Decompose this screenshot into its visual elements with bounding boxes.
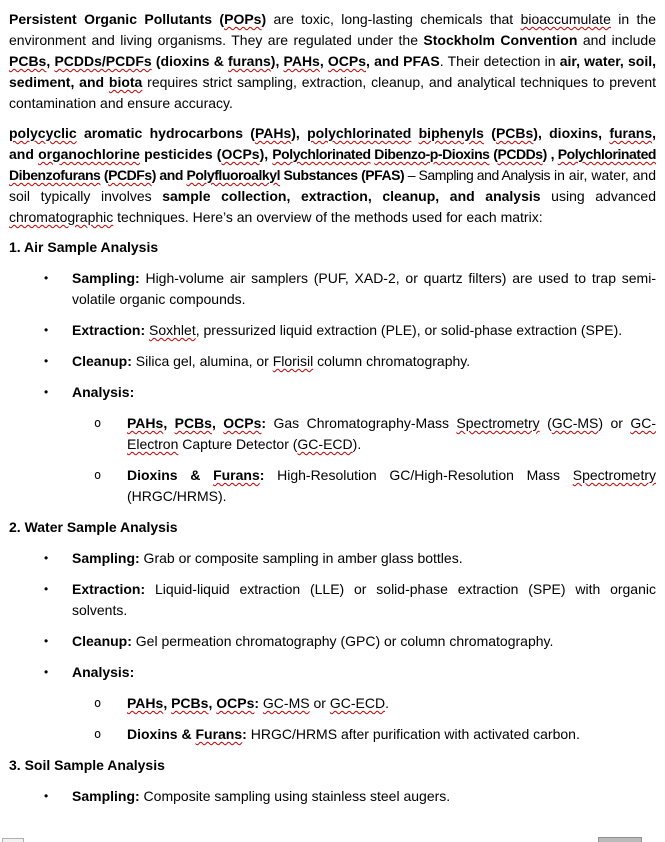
- disc-bullet-icon: •: [44, 551, 49, 565]
- sections-container: [9, 237, 656, 807]
- text-run: Dibenzo-p-Dioxins: [374, 146, 490, 162]
- sub-bullet-item: [9, 465, 656, 507]
- text-run: using advanced: [540, 188, 656, 204]
- circle-bullet-icon: o: [94, 727, 102, 741]
- text-run: PAHs: [127, 695, 164, 711]
- text-run: techniques. Here’s an overview of the methods used for each matrix:: [113, 209, 543, 225]
- text-run: :: [261, 415, 267, 431]
- bullet-text: [127, 413, 656, 455]
- text-run: PCDFs: [108, 167, 152, 183]
- paragraph-intro: [9, 9, 656, 114]
- circle-bullet-icon: o: [94, 416, 102, 430]
- text-run: bioaccumulate: [520, 11, 611, 27]
- bullet-item: [9, 351, 656, 372]
- text-run: ) ,: [542, 146, 558, 162]
- text-run: ): [261, 11, 267, 27]
- text-run: GC-Electron: [127, 415, 657, 452]
- text-run: GC-ECD: [329, 695, 386, 711]
- text-run: PAHs: [283, 53, 320, 69]
- text-run: polychlorinated: [307, 125, 412, 141]
- text-run: [411, 125, 418, 141]
- sub-bullet-item: [9, 724, 656, 745]
- sub-bullet-item: [9, 413, 656, 455]
- text-run: , and PFAS: [366, 53, 440, 69]
- bullet-item: [9, 382, 656, 403]
- text-run: Gas Chromatography-Mass: [266, 415, 457, 431]
- bullet-text: [72, 268, 656, 310]
- text-run: ,: [211, 415, 224, 431]
- text-run: PCDDs: [497, 146, 543, 162]
- bullet-text: [72, 786, 656, 807]
- text-run: pesticides (: [139, 146, 222, 162]
- text-run: ),: [291, 125, 308, 141]
- text-run: ,: [163, 415, 175, 431]
- cutoff-element-left: [2, 838, 24, 842]
- text-run: requires strict sampling, extraction, cleanup, and analytical techniques to prevent contamination and ensure accuracy.: [9, 74, 656, 111]
- text-run: ,: [208, 695, 217, 711]
- bullet-text: [127, 465, 656, 507]
- text-run: and include: [577, 32, 656, 48]
- text-run: ,: [163, 695, 172, 711]
- bullet-text: [72, 320, 656, 341]
- bullet-item: [9, 631, 656, 652]
- bullet-item: [9, 579, 656, 621]
- text-run: column chromatography.: [313, 353, 471, 369]
- text-run: High-volume air samplers (PUF, XAD-2, or quartz filters) are used to trap semi-volatile organic compounds.: [72, 270, 656, 307]
- text-run: Sampling:: [72, 788, 140, 804]
- text-run: or: [309, 695, 330, 711]
- text-run: Substances (PFAS): [280, 167, 405, 183]
- disc-bullet-icon: •: [44, 582, 49, 596]
- text-run: Sampling:: [72, 550, 140, 566]
- text-run: :: [254, 695, 260, 711]
- bullet-text: [127, 693, 656, 714]
- bullet-text: [72, 662, 656, 683]
- text-run: Analysis:: [72, 384, 135, 400]
- disc-bullet-icon: •: [44, 323, 49, 337]
- text-run: air, water, soil, sediment, and: [9, 53, 657, 90]
- bullet-item: [9, 548, 656, 569]
- text-run: .: [385, 695, 389, 711]
- text-run: Persistent Organic Pollutants (: [9, 11, 225, 27]
- text-run: PAHs: [254, 125, 292, 141]
- text-run: Analysis:: [72, 664, 135, 680]
- text-run: (: [100, 167, 109, 183]
- bullet-text: [72, 579, 656, 621]
- text-run: POPs: [224, 11, 262, 27]
- text-run: polycyclic: [9, 125, 77, 141]
- text-run: Cleanup:: [72, 353, 132, 369]
- text-run: ), dioxins,: [533, 125, 610, 141]
- text-run: OCPs: [221, 146, 260, 162]
- paragraph-overview: [9, 123, 656, 228]
- bullet-item: [9, 268, 656, 310]
- text-run: are toxic, long-lasting chemicals that: [266, 11, 521, 27]
- text-run: Furans: [213, 467, 260, 483]
- circle-bullet-icon: o: [94, 468, 102, 482]
- text-run: (: [539, 415, 552, 431]
- text-run: Grab or composite sampling in amber glass bottles.: [139, 550, 463, 566]
- text-run: Sampling:: [72, 270, 140, 286]
- section-heading: 1. Air Sample Analysis: [9, 239, 159, 255]
- text-run: GC-MS: [551, 415, 599, 431]
- disc-bullet-icon: •: [44, 385, 49, 399]
- text-run: sample collection, extraction, cleanup, and analysis: [162, 188, 541, 204]
- text-run: Capture Detector (: [178, 436, 298, 452]
- text-run: , and: [9, 125, 657, 162]
- text-run: in the environment and living organisms. They are regulated under the: [9, 11, 656, 48]
- section-heading: 3. Soil Sample Analysis: [9, 757, 165, 773]
- bullet-item: [9, 786, 656, 807]
- text-run: PCBs: [9, 53, 47, 69]
- text-run: ,: [46, 53, 55, 69]
- text-run: Composite sampling using stainless steel augers.: [139, 788, 451, 804]
- text-run: ) and: [151, 167, 187, 183]
- sub-bullet-item: [9, 693, 656, 714]
- bullet-text: [72, 548, 656, 569]
- text-run: furans: [609, 125, 653, 141]
- text-run: GC-MS: [262, 695, 310, 711]
- text-run: (HRGC/HRMS).: [127, 488, 227, 504]
- text-run: PCBs: [495, 125, 534, 141]
- text-run: Gel permeation chromatography (GPC) or column chromatography.: [131, 633, 554, 649]
- text-run: biphenyls: [418, 125, 484, 141]
- text-run: aromatic hydrocarbons (: [76, 125, 255, 141]
- text-run: Polychlorinated: [272, 146, 371, 162]
- text-run: . Their detection in: [439, 53, 560, 69]
- text-run: PAHs: [127, 415, 164, 431]
- text-run: Dioxins &: [127, 467, 214, 483]
- bullet-text: [72, 382, 656, 403]
- text-run: Spectrometry: [572, 467, 656, 483]
- disc-bullet-icon: •: [44, 271, 49, 285]
- text-run: Dioxins &: [127, 726, 196, 742]
- text-run: Polychlorinated Dibenzofurans: [9, 146, 657, 183]
- text-run: ) or: [598, 415, 631, 431]
- text-run: Polyfluoroalkyl: [186, 167, 281, 183]
- text-run: – Sampling and Analysis: [404, 167, 551, 183]
- text-run: , pressurized liquid extraction (PLE), or solid-phase extraction (SPE).: [195, 322, 623, 338]
- text-run: chromatographic: [9, 209, 114, 225]
- bullet-text: [72, 351, 656, 372]
- text-run: (dioxins &: [151, 53, 228, 69]
- text-run: OCPs: [216, 695, 255, 711]
- bullet-item: [9, 662, 656, 683]
- bullet-item: [9, 320, 656, 341]
- text-run: (: [483, 125, 496, 141]
- text-run: OCPs: [327, 53, 367, 69]
- bullet-text: [72, 631, 656, 652]
- text-run: (: [489, 146, 498, 162]
- text-run: Stockholm Convention: [423, 32, 578, 48]
- disc-bullet-icon: •: [44, 634, 49, 648]
- text-run: Liquid-liquid extraction (LLE) or solid-phase extraction (SPE) with organic solvents.: [72, 581, 656, 618]
- text-run: PCBs: [171, 695, 209, 711]
- disc-bullet-icon: •: [44, 354, 49, 368]
- text-run: ,: [319, 53, 328, 69]
- cutoff-element-right: [598, 837, 642, 842]
- text-run: furans: [228, 53, 271, 69]
- text-run: Silica gel, alumina, or: [131, 353, 273, 369]
- text-run: ),: [270, 53, 284, 69]
- text-run: ).: [352, 436, 362, 452]
- circle-bullet-icon: o: [94, 696, 102, 710]
- text-run: Furans: [195, 726, 243, 742]
- text-run: PCDDs/PCDFs: [54, 53, 152, 69]
- text-run: :: [242, 726, 247, 742]
- bullet-text: [127, 724, 656, 745]
- text-run: biota: [108, 74, 143, 90]
- disc-bullet-icon: •: [44, 665, 49, 679]
- text-run: Extraction:: [72, 581, 146, 597]
- text-run: High-Resolution GC/High-Resolution Mass: [264, 467, 573, 483]
- text-run: GC-ECD: [297, 436, 353, 452]
- text-run: Florisil: [272, 353, 314, 369]
- text-run: in air, water, and soil typically involves: [9, 167, 656, 204]
- section-heading: 2. Water Sample Analysis: [9, 519, 178, 535]
- text-run: OCPs: [223, 415, 262, 431]
- disc-bullet-icon: •: [44, 789, 49, 803]
- text-run: ),: [259, 146, 273, 162]
- text-run: organochlorine: [38, 146, 140, 162]
- text-run: Spectrometry: [456, 415, 540, 431]
- text-run: Soxhlet: [149, 322, 196, 338]
- text-run: Extraction:: [72, 322, 146, 338]
- text-run: :: [259, 467, 265, 483]
- text-run: HRGC/HRMS after purification with activated carbon.: [246, 726, 580, 742]
- text-run: Cleanup:: [72, 633, 132, 649]
- text-run: PCBs: [174, 415, 212, 431]
